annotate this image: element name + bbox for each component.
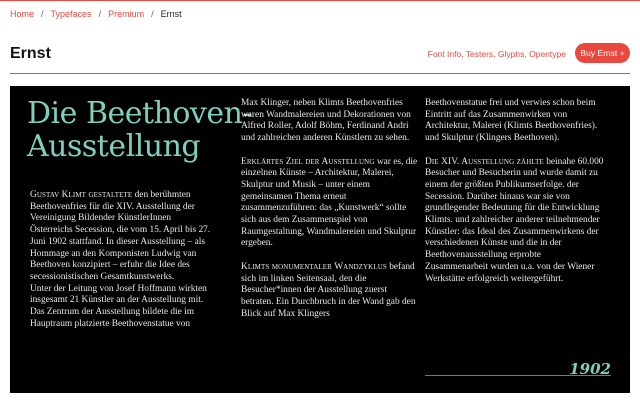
specimen-year: 1902	[569, 360, 611, 378]
small-caps-lead: Erklärtes Ziel der Ausstellung	[241, 156, 375, 167]
buy-button[interactable]: Buy Ernst +	[575, 43, 630, 63]
paragraph-text: beinahe 60.000 Besucher und Besucherin und wurde damit zu einem der größten Publikumserfolge. der Secession. Darüber hinaus war sie von grundlegender Bedeutung für die Entwicklung Klimts. und zahlreicher anderer teilnehmender Künstler: das Ideal des Zusammenwirkens der verschiedenen Künste und die in der Beethovenausstellung erprobte Zusammenarbeit wurden u.a. von der Wiener Werkstätte erfolgreich weitergeführt.	[425, 156, 604, 284]
breadcrumb-separator: /	[98, 9, 102, 19]
specimen-column-2	[241, 98, 421, 320]
page-title: Ernst	[10, 45, 51, 62]
headline-line-2: Ausstellung	[27, 129, 201, 164]
font-info-link[interactable]: Font Info	[427, 49, 462, 59]
headline-line-1: Die Beethoven-	[27, 96, 253, 131]
paragraph-text: war es, die einzelnen Künste – Architektur, Malerei, Skulptur und Musik – unter einem gemeinsamen Thema erneut zusammenzuführen: das „Kunstwerk“ sollte sich aus dem Zusammenspiel von Raumgestaltung, Wandmalereien und Skulptur ergeben.	[241, 156, 418, 249]
paragraph	[241, 157, 421, 251]
small-caps-lead: Gustav Klimt gestaltete	[30, 190, 133, 200]
breadcrumb-separator: /	[41, 9, 44, 19]
paragraph	[425, 157, 605, 286]
breadcrumb-current: Ernst	[160, 9, 182, 19]
breadcrumb-home-link[interactable]: Home	[10, 9, 35, 19]
testers-link[interactable]: Testers	[465, 49, 494, 59]
paragraph	[241, 262, 421, 321]
small-caps-lead: Klimts monumentaler Wandzyklus	[241, 261, 387, 272]
paragraph	[30, 190, 215, 284]
specimen-column-3	[425, 98, 605, 285]
specimen-headline	[27, 96, 253, 164]
paragraph: Unter der Leitung von Josef Hoffmann wirkten insgesamt 21 Künstler an der Ausstellung mit. Das Zentrum der Ausstellung bildete die im Hauptraum platzierte Beethovenstatue von	[30, 283, 207, 329]
breadcrumb-separator: /	[151, 9, 154, 19]
type-specimen	[10, 86, 630, 393]
paragraph: Beethovenstatue frei und verwies schon beim Eintritt auf das Zusammenwirken von Architektur, Malerei (Klimts Beethovenfries). und Skulptur (Klingers Beethoven).	[425, 98, 598, 144]
paragraph-text: den berühmten Beethovenfries für die XIV. Ausstellung der Vereinigung Bildender KünstlerInnen Österreichs Secession, die vom 15. April bis 27. Juni 1902 stattfand. In dieser Ausstellung – als Hommage an den Komponisten Ludwig van Beethoven konzipiert – erfuhr die Idee des secessionistischen Gesamtkunstwerks.	[30, 190, 211, 282]
breadcrumb	[10, 8, 182, 20]
breadcrumb-typefaces-link[interactable]: Typefaces	[50, 9, 92, 19]
paragraph-text: befand sich im linken Seitensaal, den die Besucher*innen der Ausstellung zuerst betraten. Ein Durchbruch in der Wand gab den Blick auf Max Klingers	[241, 261, 416, 319]
specimen-column-1	[27, 86, 253, 330]
paragraph: Max Klinger, neben Klimts Beethovenfries waren Wandmalereien und Dekorationen von Alfred Roller, Adolf Böhm, Ferdinand Andri und zahlreichen anderen Künstlern zu sehen.	[241, 98, 411, 144]
header-divider	[10, 73, 630, 74]
top-accent-line	[0, 0, 640, 1]
header-nav: Font Info, Testers, Glyphs, Opentype	[427, 49, 566, 59]
small-caps-lead: Die XIV. Ausstellung zählte	[425, 156, 544, 167]
breadcrumb-premium-link[interactable]: Premium	[108, 9, 145, 19]
glyphs-link[interactable]: Glyphs	[497, 49, 525, 59]
opentype-link[interactable]: Opentype	[529, 49, 566, 59]
